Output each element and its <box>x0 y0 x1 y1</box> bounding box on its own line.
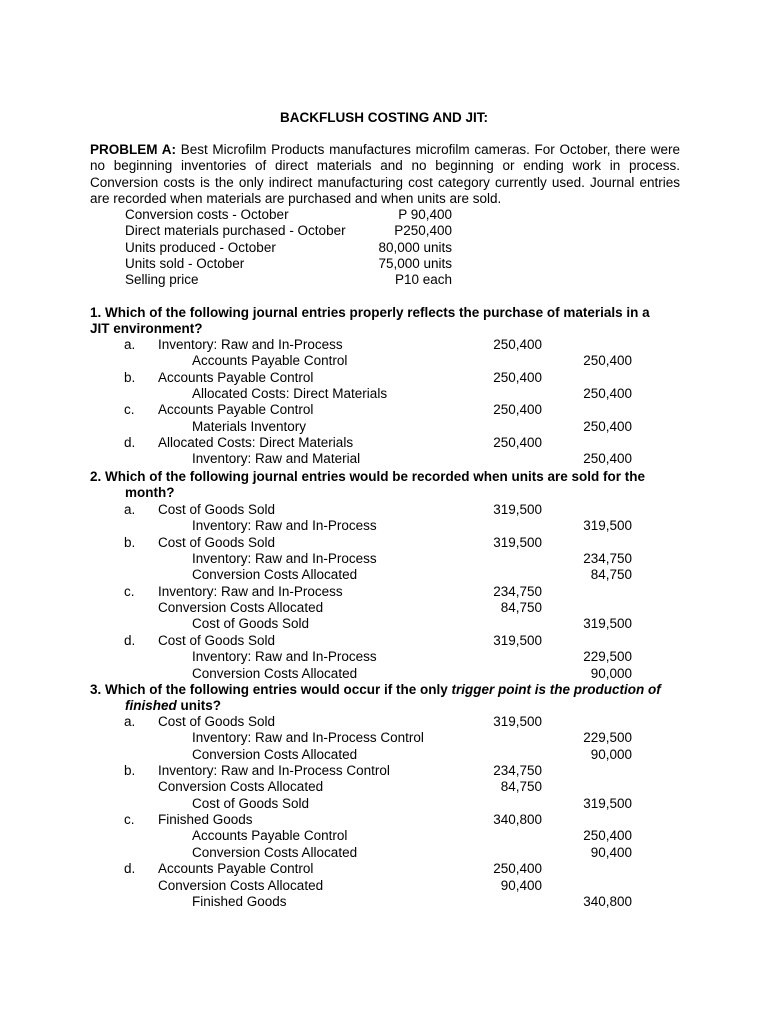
given-row <box>0 256 768 272</box>
credit-amount: 319,500 <box>583 616 632 632</box>
journal-entry-line <box>0 861 768 877</box>
account-name: Inventory: Raw and In-Process Control <box>192 730 424 746</box>
question-3-line2b: units? <box>176 698 222 714</box>
journal-entry-line <box>0 763 768 779</box>
credit-amount: 234,750 <box>583 551 632 567</box>
given-label: Selling price <box>125 272 199 287</box>
question-3-line1a: 3. Which of the following entries would occur if the only <box>90 682 452 697</box>
account-name: Materials Inventory <box>192 418 307 434</box>
journal-entry-line <box>0 714 768 730</box>
journal-entry-line <box>0 518 768 534</box>
debit-amount: 319,500 <box>493 714 542 729</box>
account-name: Allocated Costs: Direct Materials <box>192 386 388 402</box>
debit-amount: 340,800 <box>493 812 542 828</box>
account-name: Cost of Goods Sold <box>158 502 276 517</box>
account-name: Finished Goods <box>158 812 253 828</box>
credit-amount: 90,000 <box>590 665 632 681</box>
credit-amount: 319,500 <box>583 518 632 534</box>
journal-entry-line <box>0 828 768 844</box>
question-3-line2a: finished <box>125 698 177 714</box>
journal-entry-line <box>0 370 768 386</box>
journal-entry-line <box>0 649 768 665</box>
given-value: 80,000 units <box>378 240 452 255</box>
journal-entry-line <box>0 666 768 682</box>
given-label: Units produced - October <box>125 240 276 255</box>
account-name: Conversion Costs Allocated <box>158 779 324 795</box>
option-letter: d. <box>124 435 136 451</box>
credit-amount: 250,400 <box>583 451 632 467</box>
debit-amount: 319,500 <box>493 632 542 648</box>
debit-amount: 250,400 <box>493 435 542 451</box>
given-label: Units sold - October <box>125 256 245 271</box>
credit-amount: 340,800 <box>583 893 632 909</box>
question-1-line1: 1. Which of the following journal entries properly reflects the purchase of materials in a <box>90 305 650 320</box>
account-name: Inventory: Raw and In-Process <box>192 551 377 567</box>
account-name: Inventory: Raw and In-Process <box>192 649 377 665</box>
given-row <box>0 223 768 239</box>
account-name: Conversion Costs Allocated <box>192 746 358 762</box>
question-2 <box>90 469 680 502</box>
problem-label: PROBLEM A: <box>90 142 176 157</box>
debit-amount: 234,750 <box>493 763 542 779</box>
option-letter: c. <box>124 583 135 599</box>
debit-amount: 250,400 <box>493 861 542 877</box>
debit-amount: 319,500 <box>493 502 542 517</box>
given-value: P 90,400 <box>398 207 452 222</box>
journal-entry-line <box>0 402 768 418</box>
credit-amount: 90,000 <box>590 746 632 762</box>
journal-entry-line <box>0 535 768 551</box>
credit-amount: 250,400 <box>583 353 632 369</box>
credit-amount: 84,750 <box>590 567 632 583</box>
option-letter: a. <box>124 502 136 517</box>
option-letter: b. <box>124 369 136 385</box>
journal-entry-line <box>0 337 768 353</box>
journal-entry-line <box>0 567 768 583</box>
credit-amount: 250,400 <box>583 418 632 434</box>
given-value: P250,400 <box>394 223 452 238</box>
given-value: P10 each <box>394 272 452 287</box>
account-name: Conversion Costs Allocated <box>192 844 358 860</box>
account-name: Inventory: Raw and Material <box>192 451 361 467</box>
credit-amount: 229,500 <box>583 730 632 746</box>
question-3 <box>90 682 680 715</box>
option-letter: c. <box>124 812 135 828</box>
account-name: Inventory: Raw and In-Process <box>192 518 377 534</box>
account-name: Conversion Costs Allocated <box>192 665 358 681</box>
debit-amount: 250,400 <box>493 369 542 385</box>
account-name: Accounts Payable Control <box>192 353 348 369</box>
problem-intro <box>90 142 680 207</box>
given-row <box>0 272 768 288</box>
option-letter: b. <box>124 534 136 550</box>
journal-entry-line <box>0 386 768 402</box>
journal-entry-line <box>0 633 768 649</box>
option-letter: a. <box>124 714 136 729</box>
given-label: Direct materials purchased - October <box>125 223 346 238</box>
question-1-line2: JIT environment? <box>90 321 203 337</box>
credit-amount: 229,500 <box>583 649 632 665</box>
credit-amount: 90,400 <box>590 844 632 860</box>
journal-entry-line <box>0 747 768 763</box>
account-name: Accounts Payable Control <box>158 402 314 418</box>
problem-text: Best Microfilm Products manufactures microfilm cameras. For October, there were no beginning inventories of direct materials and no beginning or ending work in process. Conversion costs is the only indirect manufacturing cost category currently used. Journal entries are recorded when materials are purchased and when units are sold. <box>90 142 680 206</box>
journal-entry-line <box>0 779 768 795</box>
given-value: 75,000 units <box>378 256 452 271</box>
journal-entry-line <box>0 616 768 632</box>
option-letter: b. <box>124 763 136 779</box>
journal-entry-line <box>0 502 768 518</box>
account-name: Accounts Payable Control <box>192 828 348 844</box>
account-name: Cost of Goods Sold <box>192 616 310 632</box>
journal-entry-line <box>0 730 768 746</box>
account-name: Cost of Goods Sold <box>192 795 310 811</box>
journal-entry-line <box>0 435 768 451</box>
debit-amount: 319,500 <box>493 534 542 550</box>
journal-entry-line <box>0 894 768 910</box>
account-name: Cost of Goods Sold <box>158 714 276 729</box>
debit-amount: 90,400 <box>500 877 542 893</box>
debit-amount: 84,750 <box>500 779 542 795</box>
option-letter: c. <box>124 402 135 418</box>
account-name: Accounts Payable Control <box>158 861 314 877</box>
account-name: Finished Goods <box>192 893 287 909</box>
credit-amount: 250,400 <box>583 828 632 844</box>
credit-amount: 319,500 <box>583 795 632 811</box>
debit-amount: 84,750 <box>500 600 542 616</box>
journal-entry-line <box>0 796 768 812</box>
account-name: Inventory: Raw and In-Process <box>158 337 343 352</box>
account-name: Conversion Costs Allocated <box>158 600 324 616</box>
journal-entry-line <box>0 419 768 435</box>
question-3-line1b: trigger point is the production of <box>451 682 661 697</box>
account-name: Allocated Costs: Direct Materials <box>158 435 354 451</box>
question-1 <box>90 305 680 338</box>
account-name: Accounts Payable Control <box>158 369 314 385</box>
given-row <box>0 240 768 256</box>
journal-entry-line <box>0 600 768 616</box>
account-name: Cost of Goods Sold <box>158 632 276 648</box>
journal-entry-line <box>0 878 768 894</box>
account-name: Conversion Costs Allocated <box>158 877 324 893</box>
account-name: Inventory: Raw and In-Process Control <box>158 763 390 779</box>
journal-entry-line <box>0 451 768 467</box>
given-label: Conversion costs - October <box>125 207 289 222</box>
debit-amount: 234,750 <box>493 583 542 599</box>
account-name: Inventory: Raw and In-Process <box>158 583 343 599</box>
journal-entry-line <box>0 584 768 600</box>
page-title: BACKFLUSH COSTING AND JIT: <box>280 110 488 125</box>
account-name: Cost of Goods Sold <box>158 534 276 550</box>
debit-amount: 250,400 <box>493 337 542 352</box>
journal-entry-line <box>0 551 768 567</box>
question-2-line2: month? <box>125 485 175 501</box>
credit-amount: 250,400 <box>583 386 632 402</box>
option-letter: a. <box>124 337 136 352</box>
account-name: Conversion Costs Allocated <box>192 567 358 583</box>
option-letter: d. <box>124 632 136 648</box>
option-letter: d. <box>124 861 136 877</box>
given-row <box>0 207 768 223</box>
journal-entry-line <box>0 353 768 369</box>
debit-amount: 250,400 <box>493 402 542 418</box>
journal-entry-line <box>0 812 768 828</box>
question-2-line1: 2. Which of the following journal entries would be recorded when units are sold for the <box>90 469 646 484</box>
journal-entry-line <box>0 845 768 861</box>
